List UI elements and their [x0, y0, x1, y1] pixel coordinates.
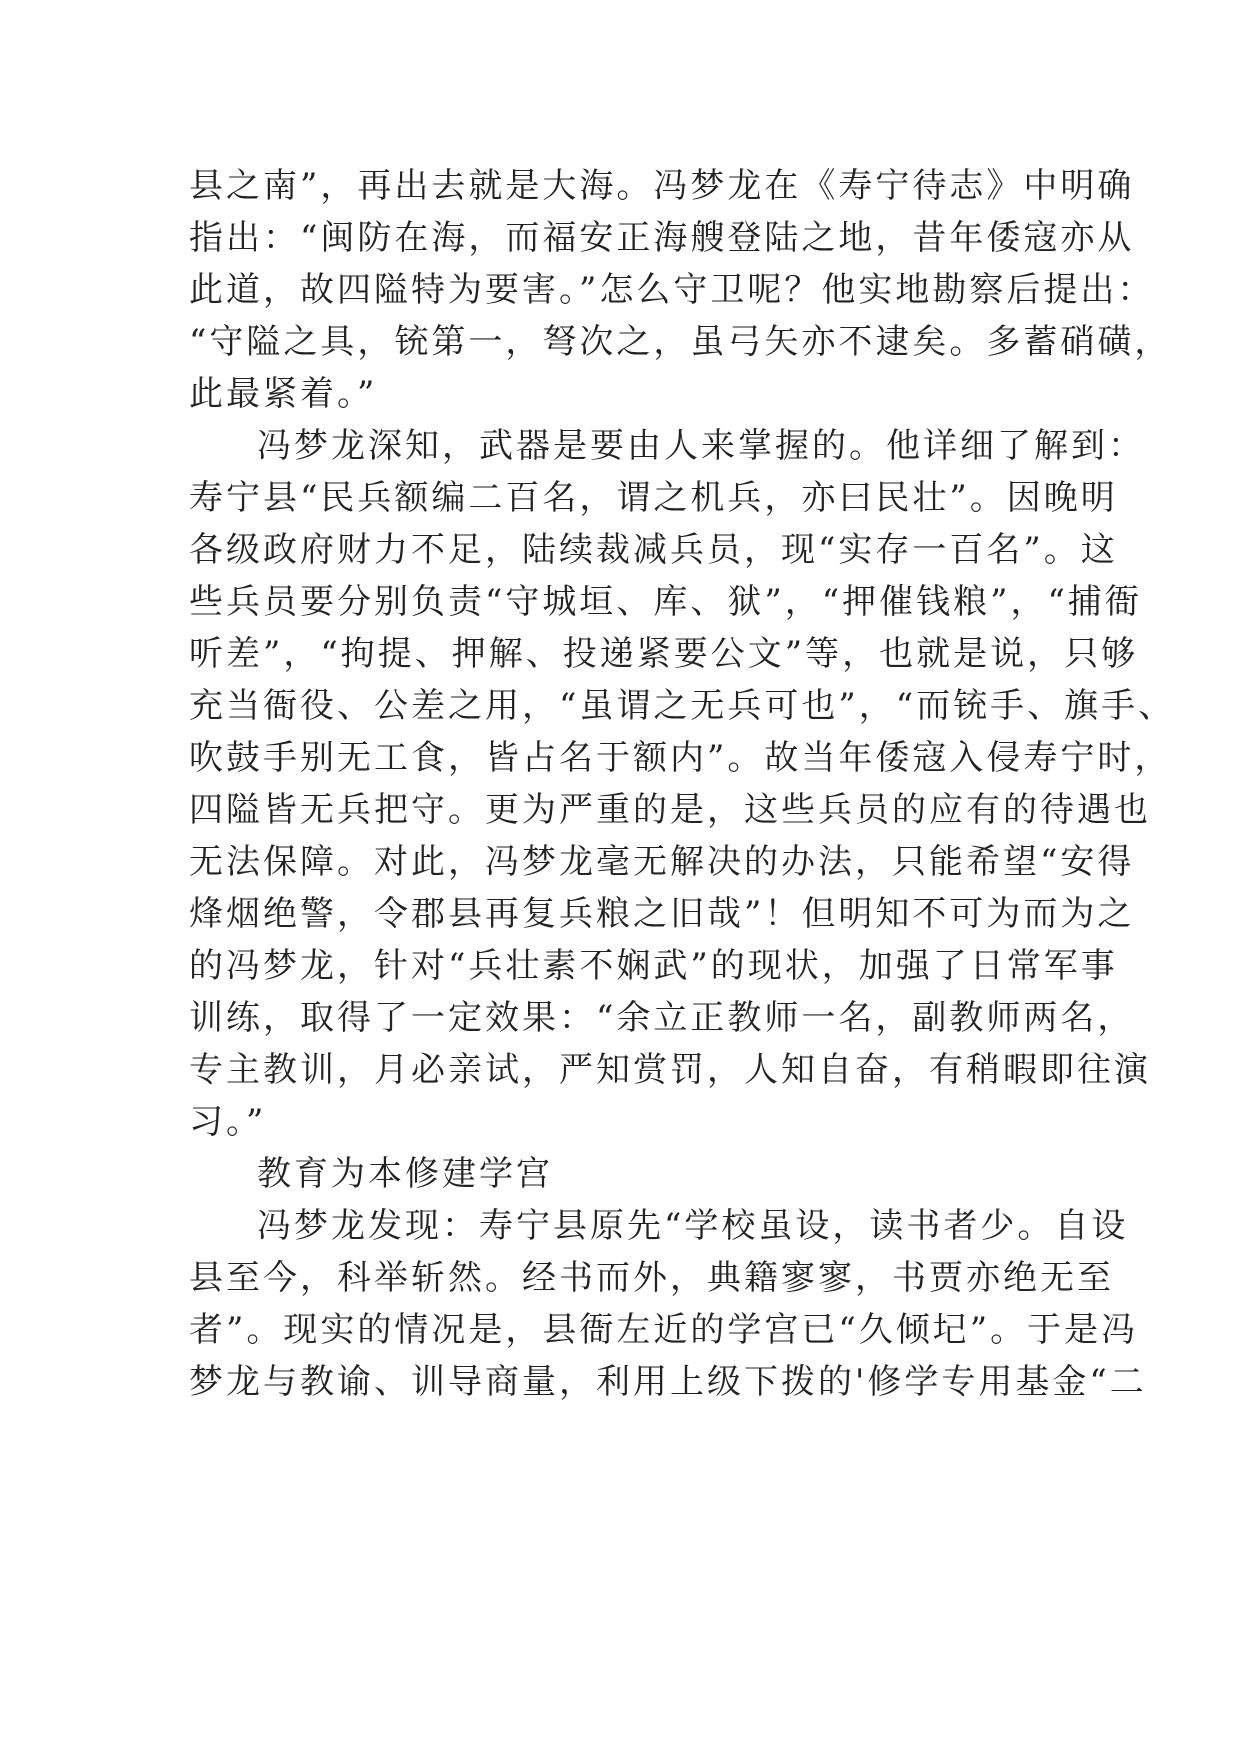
text-line: 县至今，科举斩然。经书而外，典籍寥寥，书贾亦绝无至: [189, 1258, 1114, 1298]
paragraph-first-line: 冯梦龙深知，武器是要由人来掌握的。他详细了解到：: [257, 426, 1145, 466]
text-line: 此最紧着。”: [189, 374, 378, 414]
text-line: 梦龙与教谕、训导商量，利用上级下拨的'修学专用基金“二: [189, 1362, 1147, 1402]
text-line: 的冯梦龙，针对“兵壮素不娴武”的现状，加强了日常军事: [189, 946, 1118, 986]
text-line: 听差”，“拘提、押解、投递紧要公文”等，也就是说，只够: [189, 634, 1139, 674]
text-line: 者”。现实的情况是，县衙左近的学宫已“久倾圮”。于是冯: [189, 1310, 1139, 1350]
text-line: 寿宁县“民兵额编二百名，谓之机兵，亦曰民壮”。因晚明: [189, 478, 1118, 518]
text-line: 指出：“闽防在海，而福安正海艘登陆之地，昔年倭寇亦从: [189, 218, 1135, 258]
body-text: [189, 160, 1176, 1408]
text-line: “守隘之具，铳第一，弩次之，虽弓矢亦不逮矣。多蓄硝磺，: [189, 322, 1172, 362]
text-line: 习。”: [189, 1102, 267, 1142]
text-line: 此道，故四隘特为要害。”怎么守卫呢？他实地勘察后提出：: [189, 270, 1155, 310]
text-line: 些兵员要分别负责“守城垣、库、狱”，“押催钱粮”，“捕衙: [189, 582, 1142, 622]
section-heading: 教育为本修建学宫: [257, 1154, 553, 1194]
paragraph-first-line: 冯梦龙发现：寿宁县原先“学校虽设，读书者少。自设: [257, 1206, 1129, 1246]
text-line: 烽烟绝警，令郡县再复兵粮之旧哉”！但明知不可为而为之: [189, 894, 1135, 934]
text-line: 训练，取得了一定效果：“余立正教师一名，副教师两名，: [189, 998, 1135, 1038]
text-line: 吹鼓手别无工食，皆占名于额内”。故当年倭寇入侵寿宁时，: [189, 738, 1172, 778]
text-line: 专主教训，月必亲试，严知赏罚，人知自奋，有稍暇即往演: [189, 1050, 1151, 1090]
text-line: 充当衙役、公差之用，“虽谓之无兵可也”，“而铳手、旗手、: [189, 686, 1176, 726]
text-line: 无法保障。对此，冯梦龙毫无解决的办法，只能希望“安得: [189, 842, 1135, 882]
text-line: 县之南”，再出去就是大海。冯梦龙在《寿宁待志》中明确: [189, 166, 1135, 206]
text-line: 各级政府财力不足，陆续裁减兵员，现“实存一百名”。这: [189, 530, 1118, 570]
text-line: 四隘皆无兵把守。更为严重的是，这些兵员的应有的待遇也: [189, 790, 1151, 830]
